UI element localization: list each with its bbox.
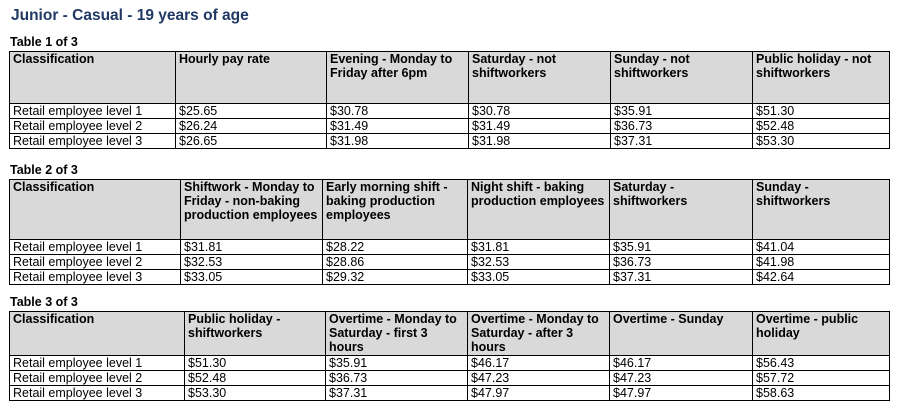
table-cell: $37.31: [610, 270, 753, 285]
table-cell: $31.81: [181, 240, 323, 255]
table-cell: $29.32: [323, 270, 468, 285]
column-header: Classification: [10, 312, 185, 356]
table-cell: $26.65: [176, 134, 327, 149]
table-cell: $47.23: [468, 371, 610, 386]
column-header: Overtime - Monday to Saturday - first 3 hours: [326, 312, 468, 356]
table-cell: $25.65: [176, 104, 327, 119]
table-cell: $46.17: [610, 356, 753, 371]
column-header: Overtime - public holiday: [753, 312, 890, 356]
column-header: Saturday - not shiftworkers: [469, 52, 611, 104]
table-cell: Retail employee level 1: [10, 104, 176, 119]
pay-rates-table-3: [9, 311, 890, 401]
page-title: Junior - Casual - 19 years of age: [11, 7, 249, 24]
table-cell: $32.53: [468, 255, 610, 270]
column-header: Evening - Monday to Friday after 6pm: [327, 52, 469, 104]
table-cell: $31.49: [469, 119, 611, 134]
table-cell: $47.97: [610, 386, 753, 401]
table-caption: Table 2 of 3: [10, 163, 78, 177]
table-cell: $32.53: [181, 255, 323, 270]
table-cell: $37.31: [326, 386, 468, 401]
column-header: Early morning shift - baking production employees: [323, 180, 468, 240]
column-header: Public holiday - shiftworkers: [185, 312, 326, 356]
column-header: Classification: [10, 52, 176, 104]
table-cell: $33.05: [468, 270, 610, 285]
column-header: Public holiday - not shiftworkers: [753, 52, 890, 104]
table-cell: $33.05: [181, 270, 323, 285]
table-cell: $35.91: [611, 104, 753, 119]
table-cell: $52.48: [185, 371, 326, 386]
table-cell: $41.98: [753, 255, 890, 270]
table-cell: $51.30: [185, 356, 326, 371]
table-cell: $47.97: [468, 386, 610, 401]
column-header: Overtime - Sunday: [610, 312, 753, 356]
table-header-row: [10, 312, 890, 356]
table-row: [10, 386, 890, 401]
table-cell: Retail employee level 3: [10, 386, 185, 401]
table-cell: $36.73: [611, 119, 753, 134]
table-cell: $51.30: [753, 104, 890, 119]
table-cell: $53.30: [753, 134, 890, 149]
table-header-row: [10, 52, 890, 104]
table-cell: Retail employee level 3: [10, 134, 176, 149]
table-cell: $41.04: [753, 240, 890, 255]
table-cell: $47.23: [610, 371, 753, 386]
table-cell: Retail employee level 2: [10, 255, 181, 270]
column-header: Sunday - not shiftworkers: [611, 52, 753, 104]
table-cell: Retail employee level 3: [10, 270, 181, 285]
table-cell: $35.91: [326, 356, 468, 371]
table-cell: $53.30: [185, 386, 326, 401]
table-cell: $35.91: [610, 240, 753, 255]
column-header: Classification: [10, 180, 181, 240]
column-header: Night shift - baking production employees: [468, 180, 610, 240]
table-caption: Table 3 of 3: [10, 295, 78, 309]
table-cell: Retail employee level 1: [10, 356, 185, 371]
table-cell: $42.64: [753, 270, 890, 285]
table-cell: $28.86: [323, 255, 468, 270]
column-header: Saturday - shiftworkers: [610, 180, 753, 240]
table-row: [10, 270, 890, 285]
column-header: Shiftwork - Monday to Friday - non-baking production employees: [181, 180, 323, 240]
table-row: [10, 371, 890, 386]
table-cell: $26.24: [176, 119, 327, 134]
table-cell: Retail employee level 2: [10, 119, 176, 134]
table-header-row: [10, 180, 890, 240]
table-cell: $58.63: [753, 386, 890, 401]
table-cell: Retail employee level 2: [10, 371, 185, 386]
table-row: [10, 356, 890, 371]
table-row: [10, 255, 890, 270]
column-header: Hourly pay rate: [176, 52, 327, 104]
table-row: [10, 119, 890, 134]
table-cell: Retail employee level 1: [10, 240, 181, 255]
table-cell: $28.22: [323, 240, 468, 255]
table-cell: $30.78: [469, 104, 611, 119]
table-cell: $56.43: [753, 356, 890, 371]
table-caption: Table 1 of 3: [10, 35, 78, 49]
table-cell: $31.49: [327, 119, 469, 134]
table-cell: $36.73: [610, 255, 753, 270]
table-cell: $31.98: [469, 134, 611, 149]
table-cell: $37.31: [611, 134, 753, 149]
table-cell: $57.72: [753, 371, 890, 386]
column-header: Sunday - shiftworkers: [753, 180, 890, 240]
table-cell: $36.73: [326, 371, 468, 386]
table-cell: $46.17: [468, 356, 610, 371]
table-cell: $31.98: [327, 134, 469, 149]
table-cell: $52.48: [753, 119, 890, 134]
table-row: [10, 104, 890, 119]
table-cell: $30.78: [327, 104, 469, 119]
column-header: Overtime - Monday to Saturday - after 3 hours: [468, 312, 610, 356]
table-row: [10, 240, 890, 255]
table-cell: $31.81: [468, 240, 610, 255]
pay-rates-table-1: [9, 51, 890, 149]
pay-rates-table-2: [9, 179, 890, 285]
table-row: [10, 134, 890, 149]
